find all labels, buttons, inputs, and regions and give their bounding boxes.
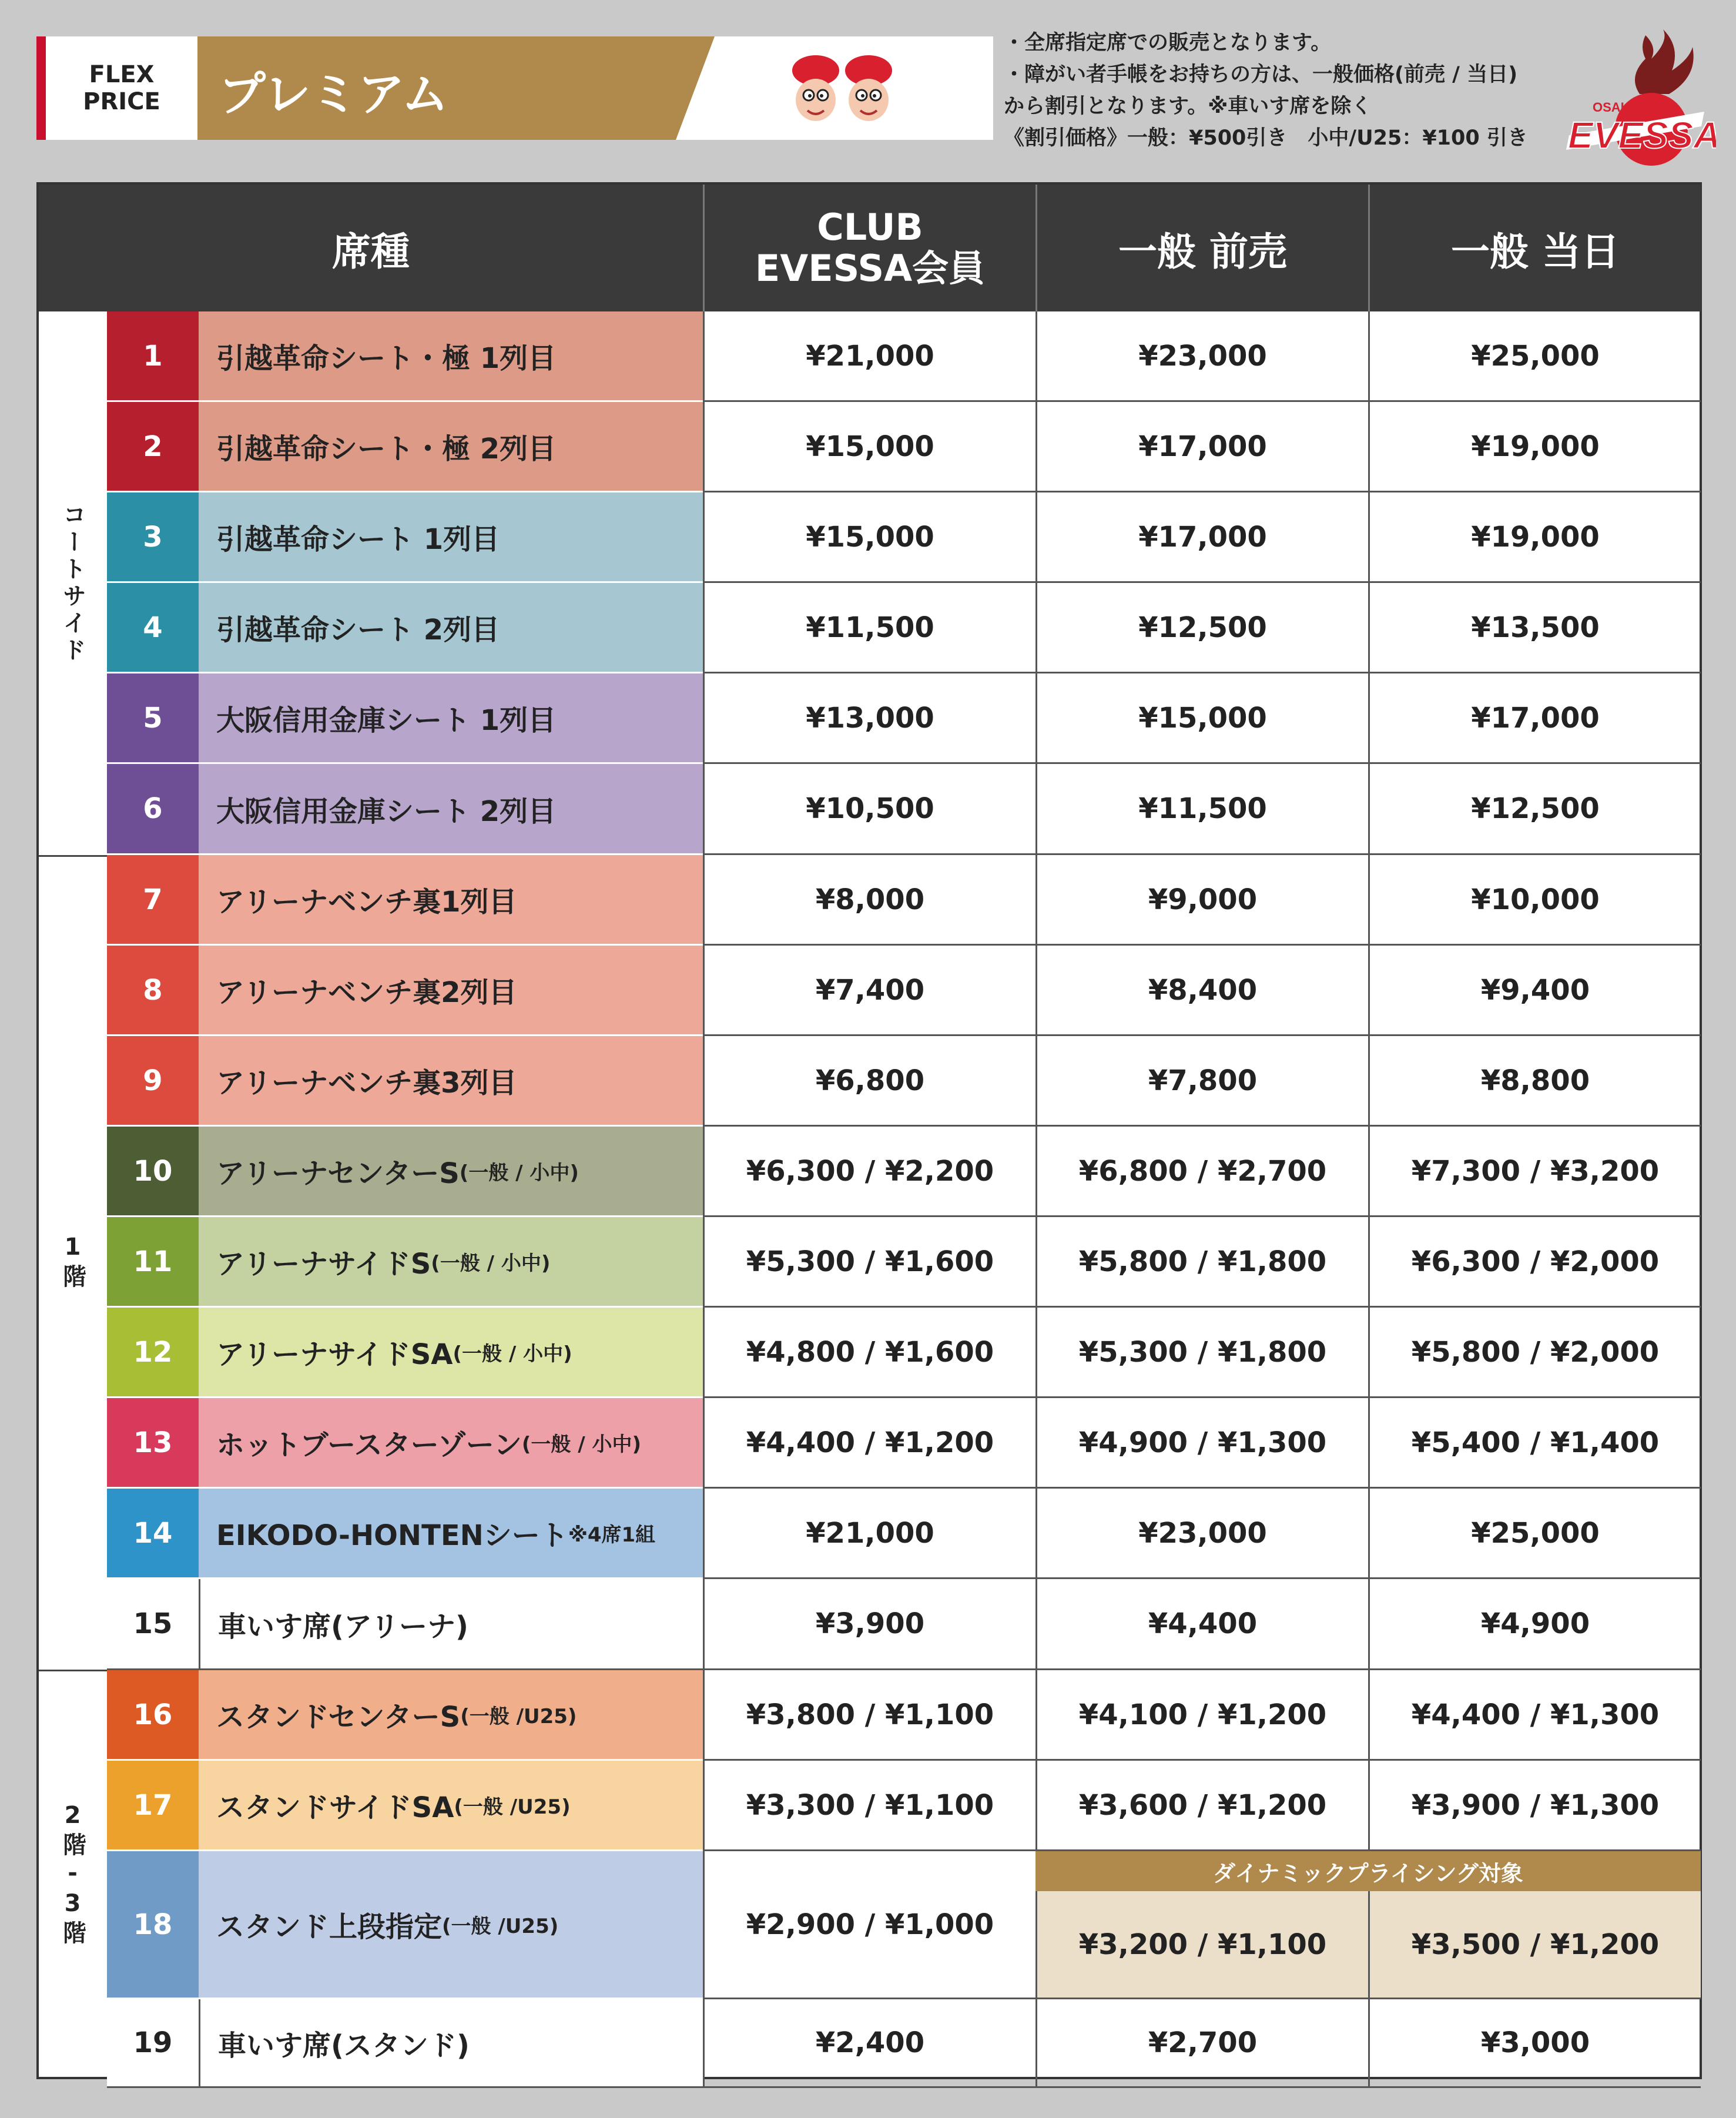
seat-name-text: 引越革命シート 2列目 — [216, 614, 500, 646]
row-number: 16 — [107, 1670, 199, 1761]
price-sameday: ¥7,300 / ¥3,200 — [1368, 1127, 1701, 1217]
flex-price-line1: FLEX — [89, 61, 155, 88]
price-club: ¥2,900 / ¥1,000 — [703, 1851, 1035, 1999]
row-number: 18 — [107, 1851, 199, 1999]
seat-name-text: ホットブースターゾーン — [216, 1429, 522, 1462]
seat-name — [199, 1761, 703, 1851]
seat-name-text: アリーナベンチ裏2列目 — [216, 976, 517, 1009]
price-sameday: ¥9,400 — [1368, 946, 1701, 1036]
note-line: ・障がい者手帳をお持ちの方は、一般価格(前売 / 当日) — [1004, 63, 1518, 86]
seat-name — [199, 1999, 703, 2088]
price-sameday: ¥5,400 / ¥1,400 — [1368, 1398, 1701, 1489]
price-advance: ¥9,000 — [1035, 855, 1368, 946]
price-sameday: ¥19,000 — [1368, 402, 1701, 492]
seat-name-text: 車いす席(スタンド) — [218, 2029, 470, 2062]
price-sameday: ¥13,500 — [1368, 583, 1701, 673]
price-club: ¥15,000 — [703, 402, 1035, 492]
seat-name-text: アリーナベンチ裏1列目 — [216, 886, 517, 919]
group-2f-3f: 2階-3階 — [59, 1801, 86, 1948]
price-advance: ¥3,200 / ¥1,100 — [1035, 1891, 1368, 1999]
seat-name-text: 大阪信用金庫シート 1列目 — [216, 704, 557, 737]
seat-name — [199, 1036, 703, 1127]
price-club: ¥11,500 — [703, 583, 1035, 673]
row-number: 1 — [107, 311, 199, 402]
flex-price-line2: PRICE — [83, 88, 160, 115]
price-sameday: ¥10,000 — [1368, 855, 1701, 946]
price-sameday: ¥3,500 / ¥1,200 — [1368, 1891, 1701, 1999]
flex-price-badge — [46, 36, 197, 140]
notes-block — [1004, 27, 1562, 154]
seat-name — [199, 673, 703, 764]
seat-name-text: アリーナセンターS — [216, 1157, 460, 1190]
row-number: 6 — [107, 764, 199, 855]
row-number: 12 — [107, 1308, 199, 1398]
seat-name-text: スタンドサイドSA — [216, 1791, 454, 1824]
seat-name-sub: (一般 / 小中) — [459, 1161, 579, 1185]
seat-name — [199, 1579, 703, 1670]
price-sameday: ¥3,000 — [1368, 1999, 1701, 2088]
page-title: プレミアム — [219, 67, 449, 122]
seat-name — [199, 1308, 703, 1398]
seat-name — [199, 855, 703, 946]
group-1f: 1階 — [39, 855, 107, 1671]
seat-name-text: スタンドセンターS — [216, 1701, 461, 1734]
price-advance: ¥8,400 — [1035, 946, 1368, 1036]
price-sameday: ¥8,800 — [1368, 1036, 1701, 1127]
seat-name-sub: (一般 /U25) — [442, 1915, 559, 1938]
note-line: から割引となります。※車いす席を除く — [1004, 95, 1372, 118]
price-sameday: ¥6,300 / ¥2,000 — [1368, 1217, 1701, 1308]
mascot-icon — [845, 55, 892, 121]
price-sameday: ¥4,900 — [1368, 1579, 1701, 1670]
price-advance: ¥23,000 — [1035, 1489, 1368, 1579]
price-advance: ¥4,100 / ¥1,200 — [1035, 1670, 1368, 1761]
seat-name-sub: ※4席1組 — [568, 1523, 656, 1547]
price-club: ¥13,000 — [703, 673, 1035, 764]
note-line: ・全席指定席での販売となります。 — [1004, 31, 1332, 55]
seat-name — [199, 1398, 703, 1489]
header-advance: 一般 前売 — [1035, 185, 1368, 311]
price-advance: ¥5,300 / ¥1,800 — [1035, 1308, 1368, 1398]
header-red-bar — [36, 36, 46, 140]
price-advance: ¥4,400 — [1035, 1579, 1368, 1670]
row-number: 4 — [107, 583, 199, 673]
price-club: ¥7,400 — [703, 946, 1035, 1036]
price-advance: ¥7,800 — [1035, 1036, 1368, 1127]
group-courtside: コートサイド — [39, 311, 107, 857]
seat-name-text: 車いす席(アリーナ) — [218, 1610, 468, 1643]
logo-evessa: EVESSA — [1568, 114, 1716, 156]
row-number: 15 — [107, 1579, 199, 1670]
price-club: ¥2,400 — [703, 1999, 1035, 2088]
seat-name — [199, 402, 703, 492]
seat-name-sub: (一般 / 小中) — [453, 1342, 572, 1366]
seat-name-sub: (一般 / 小中) — [521, 1433, 642, 1456]
row-number: 7 — [107, 855, 199, 946]
seat-name — [199, 946, 703, 1036]
seat-name-text: 大阪信用金庫シート 2列目 — [216, 795, 557, 828]
price-advance: ¥5,800 / ¥1,800 — [1035, 1217, 1368, 1308]
price-advance: ¥15,000 — [1035, 673, 1368, 764]
seat-name-text: アリーナサイドSA — [216, 1338, 453, 1371]
price-advance: ¥3,600 / ¥1,200 — [1035, 1761, 1368, 1851]
row-number: 9 — [107, 1036, 199, 1127]
title-panel — [197, 36, 993, 140]
price-club: ¥10,500 — [703, 764, 1035, 855]
price-club: ¥8,000 — [703, 855, 1035, 946]
price-club: ¥6,800 — [703, 1036, 1035, 1127]
header-club-line1: CLUB — [817, 206, 923, 249]
seat-name — [199, 1489, 703, 1579]
price-club: ¥4,400 / ¥1,200 — [703, 1398, 1035, 1489]
row-number: 19 — [107, 1999, 199, 2088]
row-number: 8 — [107, 946, 199, 1036]
row-number: 13 — [107, 1398, 199, 1489]
price-club: ¥3,300 / ¥1,100 — [703, 1761, 1035, 1851]
seat-name-text: 引越革命シート・極 2列目 — [216, 433, 557, 465]
dynamic-pricing-label: ダイナミックプライシング対象 — [1035, 1851, 1701, 1891]
price-advance: ¥2,700 — [1035, 1999, 1368, 2088]
price-advance: ¥12,500 — [1035, 583, 1368, 673]
row-number: 3 — [107, 492, 199, 583]
row-number: 17 — [107, 1761, 199, 1851]
seat-name — [199, 311, 703, 402]
price-advance: ¥23,000 — [1035, 311, 1368, 402]
price-advance: ¥17,000 — [1035, 492, 1368, 583]
header-club-member — [703, 185, 1035, 311]
price-sameday: ¥25,000 — [1368, 1489, 1701, 1579]
seat-name — [199, 492, 703, 583]
seat-name — [199, 764, 703, 855]
price-club: ¥3,900 — [703, 1579, 1035, 1670]
seat-name — [199, 1217, 703, 1308]
price-sameday: ¥5,800 / ¥2,000 — [1368, 1308, 1701, 1398]
price-club: ¥6,300 / ¥2,200 — [703, 1127, 1035, 1217]
price-sameday: ¥25,000 — [1368, 311, 1701, 402]
header-seat-type: 席種 — [39, 185, 703, 311]
seat-name — [199, 1670, 703, 1761]
price-club: ¥5,300 / ¥1,600 — [703, 1217, 1035, 1308]
price-club: ¥3,800 / ¥1,100 — [703, 1670, 1035, 1761]
price-club: ¥4,800 / ¥1,600 — [703, 1308, 1035, 1398]
row-number: 5 — [107, 673, 199, 764]
price-advance: ¥11,500 — [1035, 764, 1368, 855]
price-club: ¥21,000 — [703, 1489, 1035, 1579]
seat-name-sub: (一般 /U25) — [454, 1795, 571, 1819]
mascot-icon — [792, 55, 839, 121]
row-number: 14 — [107, 1489, 199, 1579]
note-line: 《割引価格》一般：¥500引き 小中/U25：¥100 引き — [1004, 126, 1528, 150]
row-number: 2 — [107, 402, 199, 492]
seat-name-text: 引越革命シート 1列目 — [216, 523, 500, 556]
seat-name-text: スタンド上段指定 — [216, 1911, 443, 1943]
price-table — [36, 182, 1702, 2079]
price-sameday: ¥12,500 — [1368, 764, 1701, 855]
price-club: ¥21,000 — [703, 311, 1035, 402]
price-advance: ¥17,000 — [1035, 402, 1368, 492]
seat-name-text: 引越革命シート・極 1列目 — [216, 342, 557, 375]
price-sameday: ¥4,400 / ¥1,300 — [1368, 1670, 1701, 1761]
price-advance: ¥6,800 / ¥2,700 — [1035, 1127, 1368, 1217]
evessa-logo — [1557, 24, 1716, 170]
seat-name-sub: (一般 / 小中) — [431, 1252, 551, 1275]
price-sameday: ¥3,900 / ¥1,300 — [1368, 1761, 1701, 1851]
price-sameday: ¥17,000 — [1368, 673, 1701, 764]
header-sameday: 一般 当日 — [1368, 185, 1701, 311]
logo-osaka: OSAKA — [1593, 100, 1640, 115]
seat-name-text: アリーナサイドS — [216, 1248, 431, 1281]
price-sameday: ¥19,000 — [1368, 492, 1701, 583]
header-club-line2: EVESSA会員 — [755, 247, 986, 290]
price-club: ¥15,000 — [703, 492, 1035, 583]
price-advance: ¥4,900 / ¥1,300 — [1035, 1398, 1368, 1489]
seat-name — [199, 1127, 703, 1217]
row-number: 10 — [107, 1127, 199, 1217]
seat-name — [199, 1851, 703, 1999]
seat-name-sub: (一般 /U25) — [460, 1705, 577, 1728]
row-number: 11 — [107, 1217, 199, 1308]
seat-name — [199, 583, 703, 673]
seat-name-text: アリーナベンチ裏3列目 — [216, 1067, 517, 1100]
seat-name-text: EIKODO-HONTENシート — [216, 1519, 568, 1552]
header-banner — [36, 36, 993, 140]
